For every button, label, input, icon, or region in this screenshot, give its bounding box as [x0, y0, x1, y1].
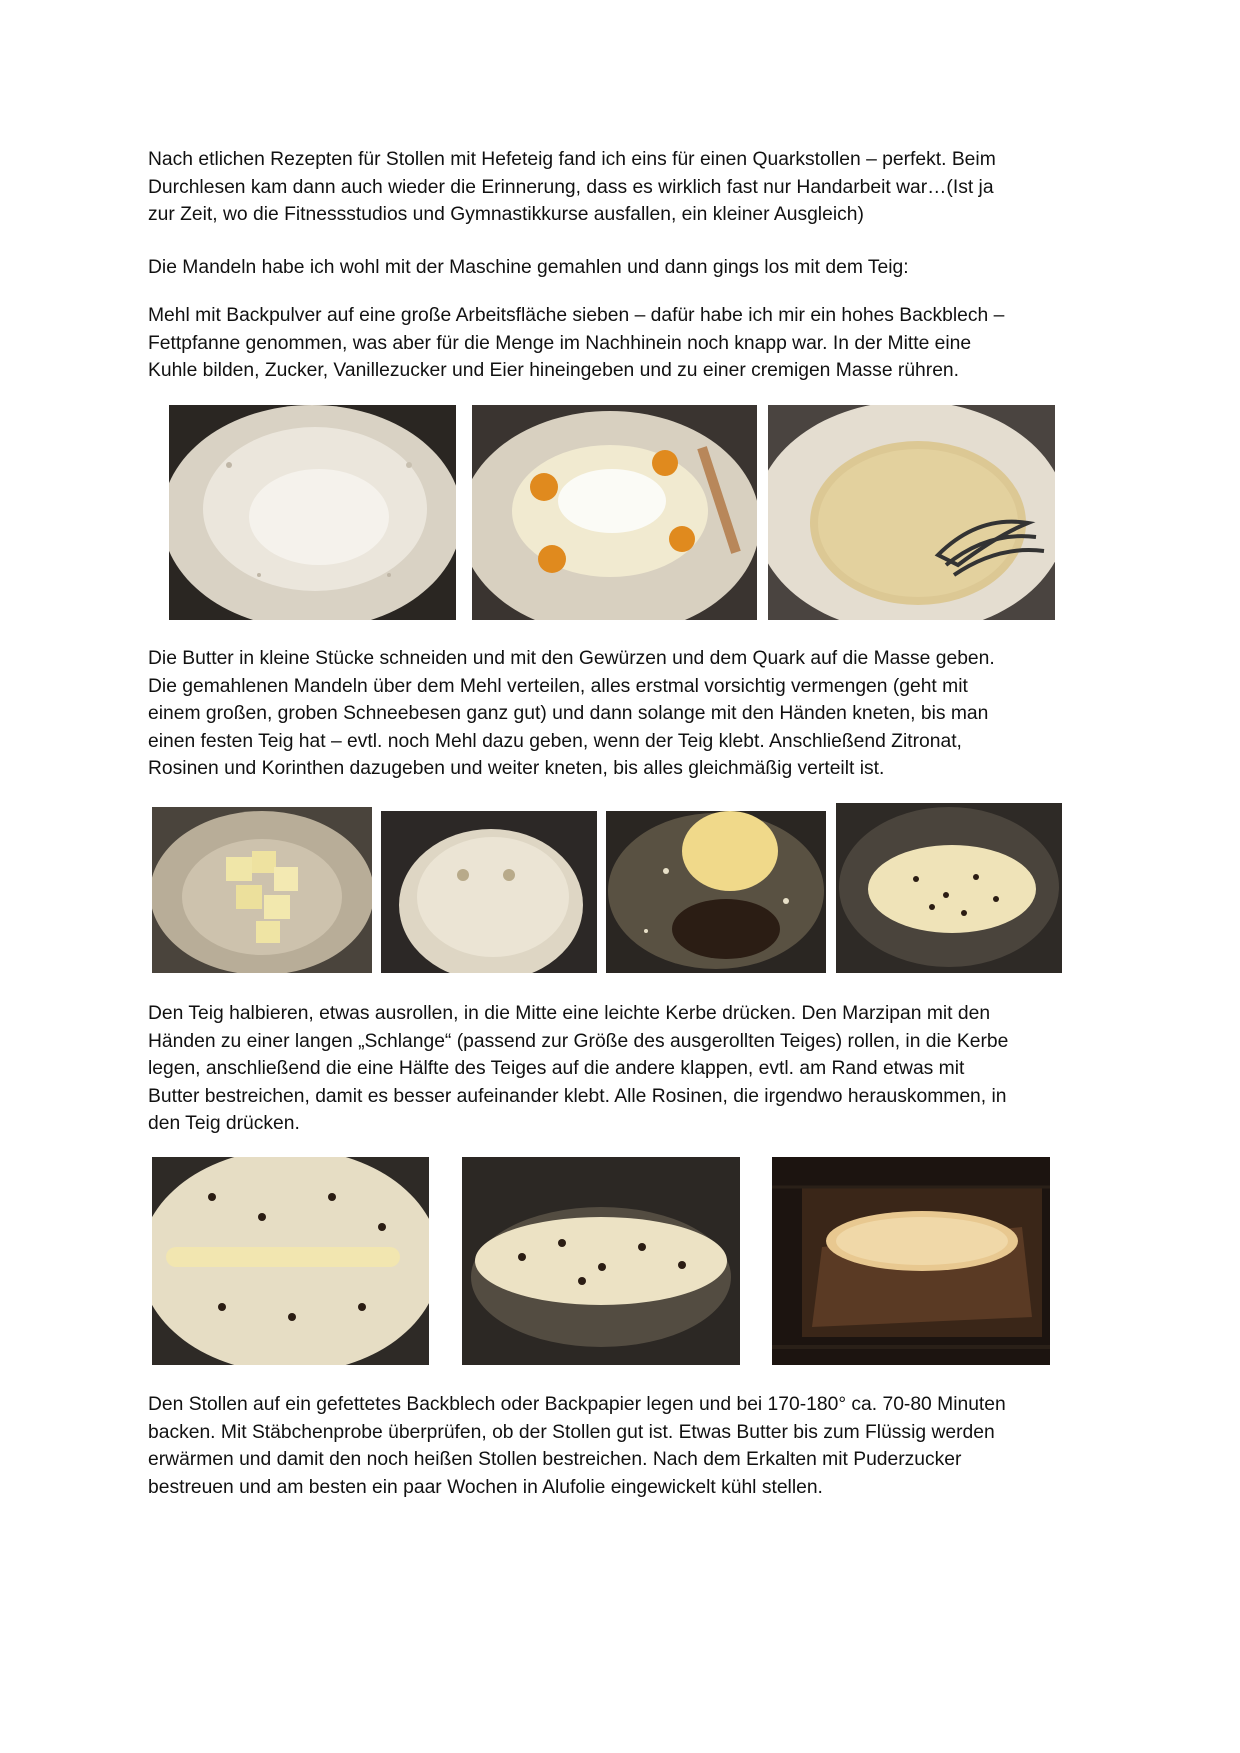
photo-marzipan-roll: [152, 1157, 429, 1365]
photo-eggs-in-well: [472, 405, 757, 620]
text-line: Nach etlichen Rezepten für Stollen mit Hefeteig fand ich eins für einen Quarkstollen – perfekt. Beim: [148, 149, 996, 170]
almonds-paragraph: [148, 254, 1108, 282]
text-line: Die Butter in kleine Stücke schneiden und mit den Gewürzen und dem Quark auf die Masse geben.: [148, 648, 995, 669]
photo-dough-with-raisins: [606, 811, 826, 973]
text-line: legen, anschließend die eine Hälfte des Teiges auf die andere klappen, evtl. am Rand etwas mit: [148, 1058, 965, 1080]
text-line: Butter bestreichen, damit es besser aufeinander klebt. Alle Rosinen, die irgendwo herauskommen, in: [148, 1085, 1007, 1107]
photo-folded-stollen: [462, 1157, 740, 1365]
text-line: Kuhle bilden, Zucker, Vanillezucker und Eier hineingeben und zu einer cremigen Masse rühren.: [148, 360, 959, 382]
baking-paragraph: [148, 1391, 1108, 1501]
text-line: bestreuen und am besten ein paar Wochen in Alufolie eingewickelt kühl stellen.: [148, 1476, 823, 1498]
photo-butter-cubes: [152, 807, 372, 973]
text-line: Den Stollen auf ein gefettetes Backblech oder Backpapier legen und bei 170-180° ca. 70-80 Minuten: [148, 1394, 1006, 1415]
text-line: backen. Mit Stäbchenprobe überprüfen, ob der Stollen gut ist. Etwas Butter bis zum Flüssig werden: [148, 1421, 995, 1443]
photo-flour-well: [169, 405, 456, 620]
photo-creamy-mass: [768, 405, 1055, 620]
text-line: Händen zu einer langen „Schlange“ (passend zur Größe des ausgerollten Teiges) rollen, in die Kerbe: [148, 1030, 1009, 1052]
text-line: den Teig drücken.: [148, 1113, 300, 1135]
text-line: einen festen Teig hat – evtl. noch Mehl dazu geben, wenn der Teig klebt. Anschließend Zitronat,: [148, 730, 962, 752]
text-line: Mehl mit Backpulver auf eine große Arbeitsfläche sieben – dafür habe ich mir ein hohes Backblech –: [148, 305, 1005, 326]
flour-well-paragraph: [148, 302, 1108, 385]
text-line: Durchlesen kam dann auch wieder die Erinnerung, dass es wirklich fast nur Handarbeit war…(Ist ja: [148, 176, 994, 198]
photo-dough-ball-face: [381, 811, 597, 973]
photo-stollen-in-oven: [772, 1157, 1050, 1365]
text-line: Fettpfanne genommen, was aber für die Menge im Nachhinein noch knapp war. In der Mitte eine: [148, 332, 972, 354]
text-line: zur Zeit, wo die Fitnessstudios und Gymnastikkurse ausfallen, ein kleiner Ausgleich): [148, 204, 864, 226]
text-line: einem großen, groben Schneebesen ganz gut) und dann solange mit den Händen kneten, bis man: [148, 703, 989, 725]
butter-paragraph: [148, 645, 1108, 783]
text-line: Die Mandeln habe ich wohl mit der Maschine gemahlen und dann gings los mit dem Teig:: [148, 257, 909, 278]
text-line: erwärmen und damit den noch heißen Stollen bestreichen. Nach dem Erkalten mit Puderzucker: [148, 1449, 962, 1471]
photo-kneaded-dough: [836, 803, 1062, 973]
text-line: Rosinen und Korinthen dazugeben und weiter kneten, bis alles gleichmäßig verteilt ist.: [148, 758, 885, 780]
intro-paragraph: [148, 146, 1108, 229]
text-line: Die gemahlenen Mandeln über dem Mehl verteilen, alles erstmal vorsichtig vermengen (geht mit: [148, 675, 968, 697]
text-line: Den Teig halbieren, etwas ausrollen, in die Mitte eine leichte Kerbe drücken. Den Marzipan mit den: [148, 1003, 991, 1024]
marzipan-paragraph: [148, 1000, 1108, 1138]
